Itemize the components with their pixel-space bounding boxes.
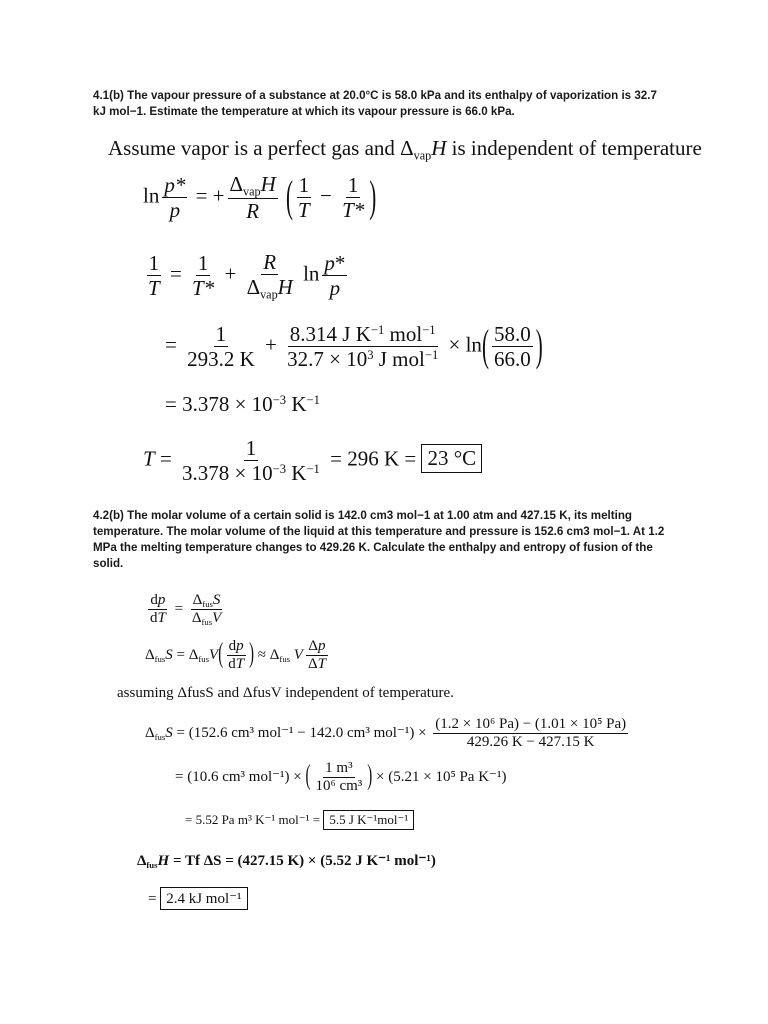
assumption-line: [108, 136, 702, 163]
clausius-clapeyron-eq: ln $\frac{p*}{p}$ = + $\frac{\Delta_{vap}H}{R}$ ( $\frac{1}{T}$ − $\frac{1}{T*}$ ): [143, 171, 377, 224]
enthalpy-eq: $\Delta_{fus}H = Tf$ ΔS = (427.15 K) × (5.52 J K⁻¹ mol⁻¹): [137, 853, 436, 871]
enthalpy-answer-box: 2.4 kJ mol⁻¹: [160, 887, 247, 910]
problem-2-statement: 4.2(b) The molar volume of a certain solid is 142.0 cm3 mol−1 at 1.00 atm and 427.15 K, its melting temperature. The molar volume of the liquid at this temperature and pressure is 152.6 cm3 mol−1. At 1.2 MPa the melting temperature changes to 429.26 K. Calculate the enthalpy and entropy of fusion of the solid.: [93, 509, 665, 570]
t-kelvin: = 296 K =: [330, 446, 417, 471]
inverse-t-result: = $3.378 \times 10^{-3}$ $K^{-1}$: [165, 392, 320, 416]
assumption-pre: Assume vapor is a perfect gas and: [108, 136, 401, 160]
enthalpy-value: 32.7 × 10: [287, 347, 368, 372]
entropy-step-3: = 5.52 Pa m³ K⁻¹ mol⁻¹ = 5.5 J K⁻¹mol⁻¹: [185, 810, 414, 830]
gas-constant: 8.314 J K: [289, 322, 371, 346]
entropy-substitution: $\Delta_{fus}S = (152.6$ cm³ mol⁻¹ − 142.0 cm³ mol⁻¹) × $\frac{\text{(1.2 × 10⁶ Pa) − (1.01 × 10⁵ Pa)}}{429.26 K - 427.15 K}$: [145, 716, 627, 751]
problem-1-statement: 4.1(b) The vapour pressure of a substance at 20.0°C is 58.0 kPa and its enthalpy of vaporization is 32.7 kJ mol−1. Estimate the temperature at which its vapour pressure is 66.0 kPa.: [93, 89, 657, 118]
clapeyron-eq: $\frac{dp}{dT}$ = $\frac{\Delta_{fus}S}{\Delta_{fus}V}$: [150, 592, 222, 628]
temperature-result: T = $\frac{1}{3.378 \times 10^{-3} K^{-1}}$ = 296 K = 23 °C: [143, 436, 482, 485]
entropy-answer-box: 5.5 J K⁻¹mol⁻¹: [323, 810, 414, 830]
inverse-t-eq: $\frac{1}{T}$ = $\frac{1}{T*}$ + $\frac{R}{\Delta_{vap}H}$ ln $\frac{p*}{p}$: [148, 250, 346, 302]
pressure-num: 58.0: [493, 322, 531, 346]
numeric-substitution: = $\frac{1}{293.2 K}$ + $\frac{8.314 J K^{-1} mol^{-1}}{32.7 \times 10^3 J mol^{-1}}$ × ln( $\frac{58.0}{66.0}$ ): [165, 320, 543, 372]
assuming-line: assuming ΔfusS and ΔfusV independent of temperature.: [117, 685, 454, 701]
t-star-value: 293.2 K: [187, 347, 255, 372]
delta-vap-h: $\Delta_{vap}H$: [400, 136, 447, 163]
enthalpy-answer-line: = 2.4 kJ mol⁻¹: [148, 887, 248, 910]
pressure-den: 66.0: [493, 347, 531, 372]
answer-box-celsius: 23 °C: [421, 444, 482, 473]
assumption-post: is independent of temperature: [446, 136, 702, 160]
pressure-difference: (1.2 × 10⁶ Pa) − (1.01 × 10⁵ Pa): [433, 716, 628, 734]
entropy-approx-eq: $\Delta_{fus}S = \Delta_{fus}V$( $\frac{dp}{dT}$ ) ≈ $\Delta_{fus}$ V $\frac{\Delta p}{\Delta T}$: [145, 638, 326, 673]
entropy-step-2: = (10.6 cm³ mol⁻¹) × ( $\frac{\text{1 m³}}{\text{10⁶ cm³}}$ ) × (5.21 × 10⁵ Pa K⁻¹): [175, 760, 507, 795]
temperature-difference: 429.26 K − 427.15 K: [466, 734, 595, 751]
